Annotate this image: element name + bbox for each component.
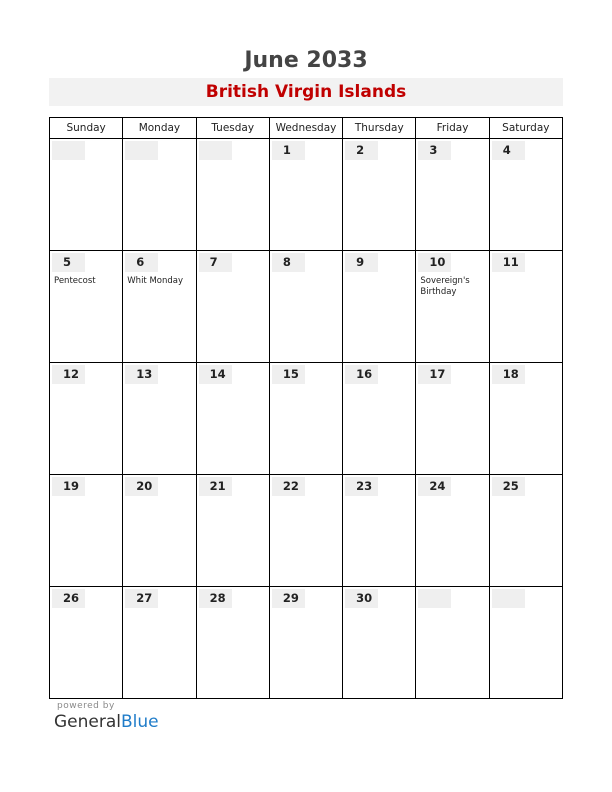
day-number: 24 <box>418 477 451 496</box>
day-number: 11 <box>492 253 525 272</box>
day-cell[interactable] <box>196 139 269 251</box>
day-number: 8 <box>272 253 305 272</box>
day-cell[interactable] <box>196 251 269 363</box>
day-cell[interactable] <box>343 251 416 363</box>
weekday-header: Friday <box>416 118 489 139</box>
weekday-header: Tuesday <box>196 118 269 139</box>
day-number: 26 <box>52 589 85 608</box>
day-number: 23 <box>345 477 378 496</box>
day-cell[interactable] <box>50 475 123 587</box>
weekday-header-row <box>50 118 563 139</box>
day-cell[interactable] <box>489 475 562 587</box>
day-cell[interactable] <box>123 587 196 699</box>
day-cell[interactable] <box>416 475 489 587</box>
day-number: 4 <box>492 141 525 160</box>
day-number: 27 <box>125 589 158 608</box>
brand-general-text: General <box>54 712 121 732</box>
day-cell[interactable] <box>269 251 342 363</box>
day-number: 14 <box>199 365 232 384</box>
calendar-grid <box>49 117 563 699</box>
day-cell[interactable] <box>489 251 562 363</box>
day-number <box>199 141 232 160</box>
day-number: 20 <box>125 477 158 496</box>
day-cell[interactable] <box>416 251 489 363</box>
day-cell[interactable] <box>50 139 123 251</box>
day-number <box>418 589 451 608</box>
day-cell[interactable] <box>416 587 489 699</box>
day-cell[interactable] <box>50 587 123 699</box>
day-cell[interactable] <box>50 363 123 475</box>
day-number: 12 <box>52 365 85 384</box>
day-cell[interactable] <box>343 587 416 699</box>
day-number: 6 <box>125 253 158 272</box>
day-number: 13 <box>125 365 158 384</box>
day-number: 17 <box>418 365 451 384</box>
day-cell[interactable] <box>269 139 342 251</box>
powered-by-label: powered by <box>57 701 115 711</box>
week-row <box>50 475 563 587</box>
day-number: 5 <box>52 253 85 272</box>
day-cell[interactable] <box>489 139 562 251</box>
day-number: 2 <box>345 141 378 160</box>
holiday-label: Pentecost <box>54 276 96 286</box>
day-cell[interactable] <box>50 251 123 363</box>
day-cell[interactable] <box>123 475 196 587</box>
day-cell[interactable] <box>196 587 269 699</box>
day-number: 15 <box>272 365 305 384</box>
day-cell[interactable] <box>489 587 562 699</box>
day-number: 1 <box>272 141 305 160</box>
day-number: 30 <box>345 589 378 608</box>
day-number: 25 <box>492 477 525 496</box>
holiday-label: Whit Monday <box>127 276 184 286</box>
day-cell[interactable] <box>269 363 342 475</box>
week-row <box>50 251 563 363</box>
day-number: 3 <box>418 141 451 160</box>
day-cell[interactable] <box>343 363 416 475</box>
weekday-header: Wednesday <box>269 118 342 139</box>
day-number: 22 <box>272 477 305 496</box>
day-cell[interactable] <box>269 587 342 699</box>
day-cell[interactable] <box>343 139 416 251</box>
day-cell[interactable] <box>196 363 269 475</box>
day-number: 29 <box>272 589 305 608</box>
day-cell[interactable] <box>123 363 196 475</box>
weekday-header: Saturday <box>489 118 562 139</box>
day-cell[interactable] <box>489 363 562 475</box>
day-cell[interactable] <box>123 251 196 363</box>
day-number: 7 <box>199 253 232 272</box>
day-number: 19 <box>52 477 85 496</box>
day-number <box>125 141 158 160</box>
holiday-label: Sovereign's Birthday <box>420 276 470 297</box>
day-number: 18 <box>492 365 525 384</box>
weekday-header: Monday <box>123 118 196 139</box>
day-number <box>52 141 85 160</box>
day-cell[interactable] <box>416 139 489 251</box>
day-number: 9 <box>345 253 378 272</box>
day-cell[interactable] <box>416 363 489 475</box>
page-title: June 2033 <box>244 48 368 73</box>
brand-blue-text: Blue <box>121 712 159 732</box>
country-banner: British Virgin Islands <box>49 78 563 106</box>
day-number: 28 <box>199 589 232 608</box>
weekday-header: Thursday <box>343 118 416 139</box>
week-row <box>50 587 563 699</box>
week-row <box>50 139 563 251</box>
day-cell[interactable] <box>269 475 342 587</box>
day-cell[interactable] <box>123 139 196 251</box>
generalblue-logo[interactable] <box>54 712 159 732</box>
day-cell[interactable] <box>196 475 269 587</box>
weekday-header: Sunday <box>50 118 123 139</box>
day-number: 10 <box>418 253 451 272</box>
week-row <box>50 363 563 475</box>
day-number <box>492 589 525 608</box>
day-cell[interactable] <box>343 475 416 587</box>
day-number: 21 <box>199 477 232 496</box>
day-number: 16 <box>345 365 378 384</box>
